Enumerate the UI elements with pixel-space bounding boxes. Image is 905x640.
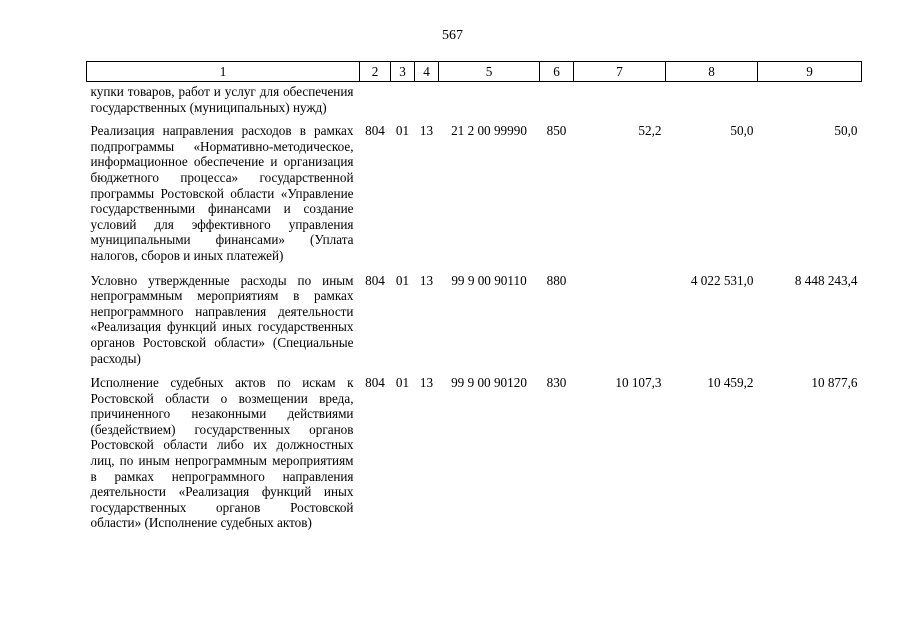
- row-description: купки товаров, работ и услуг для обеспечения государственных (муниципальных) нужд): [90, 84, 354, 115]
- cell-target-article: 99 9 00 90120: [451, 375, 527, 391]
- col-header-4: 4: [415, 62, 439, 82]
- col-header-3: 3: [391, 62, 415, 82]
- table-row: [87, 120, 862, 269]
- cell-amount-year1: [574, 270, 666, 373]
- col-header-1: 1: [87, 62, 360, 82]
- cell-expense-type: 850: [546, 123, 567, 139]
- cell-amount-year3: 8 448 243,4: [794, 272, 858, 288]
- cell-target-article: 21 2 00 99990: [451, 123, 527, 139]
- cell-expense-type: 830: [546, 375, 567, 391]
- table-header-row: [87, 62, 862, 82]
- cell-subsection: 13: [419, 272, 434, 288]
- table-row-continuation: [87, 82, 862, 121]
- col-header-9: 9: [758, 62, 862, 82]
- cell-amount-year2: 4 022 531,0: [690, 272, 754, 288]
- cell-ministry-code: 804: [365, 123, 385, 139]
- row-description: Условно утвержденные расходы по иным непрограммным мероприятиям в рамках непрограммного направления деятельности «Реализация функций иных государственных органов Ростовской области» (Специальные расходы): [90, 272, 354, 366]
- table-row: [87, 372, 862, 531]
- col-header-8: 8: [666, 62, 758, 82]
- cell-amount-year2: 10 459,2: [707, 375, 754, 391]
- cell-section: 01: [395, 123, 410, 139]
- cell-section: 01: [395, 272, 410, 288]
- cell-amount-year1: 52,2: [638, 123, 662, 139]
- row-description: Исполнение судебных актов по искам к Ростовской области о возмещении вреда, причиненного незаконными действиями (бездействием) государственных органов Ростовской области либо их должностных лиц, по иным непрограммным мероприятиям в рамках непрограммного направления деятельности «Реализация функций иных государственных органов Ростовской области» (Исполнение судебных актов): [90, 375, 354, 531]
- cell-section: 01: [395, 375, 410, 391]
- cell-ministry-code: 804: [365, 272, 385, 288]
- cell-subsection: 13: [419, 123, 434, 139]
- cell-amount-year2: 50,0: [730, 123, 754, 139]
- col-header-7: 7: [574, 62, 666, 82]
- cell-amount-year1: 10 107,3: [615, 375, 662, 391]
- cell-ministry-code: 804: [365, 375, 385, 391]
- page-number: 567: [442, 28, 463, 43]
- row-description: Реализация направления расходов в рамках подпрограммы «Нормативно-методическое, информационное обеспечение и организация бюджетного процесса» государственной программы Ростовской области «Управление государственными финансами и создание условий для эффективного управления муниципальными финансами» (Уплата налогов, сборов и иных платежей): [90, 123, 354, 263]
- col-header-2: 2: [360, 62, 391, 82]
- cell-subsection: 13: [419, 375, 434, 391]
- cell-amount-year3: 10 877,6: [811, 375, 858, 391]
- col-header-6: 6: [540, 62, 574, 82]
- col-header-5: 5: [439, 62, 540, 82]
- cell-amount-year3: 50,0: [834, 123, 858, 139]
- cell-expense-type: 880: [546, 272, 567, 288]
- budget-table: [86, 61, 862, 531]
- table-row: [87, 270, 862, 373]
- cell-target-article: 99 9 00 90110: [451, 272, 527, 288]
